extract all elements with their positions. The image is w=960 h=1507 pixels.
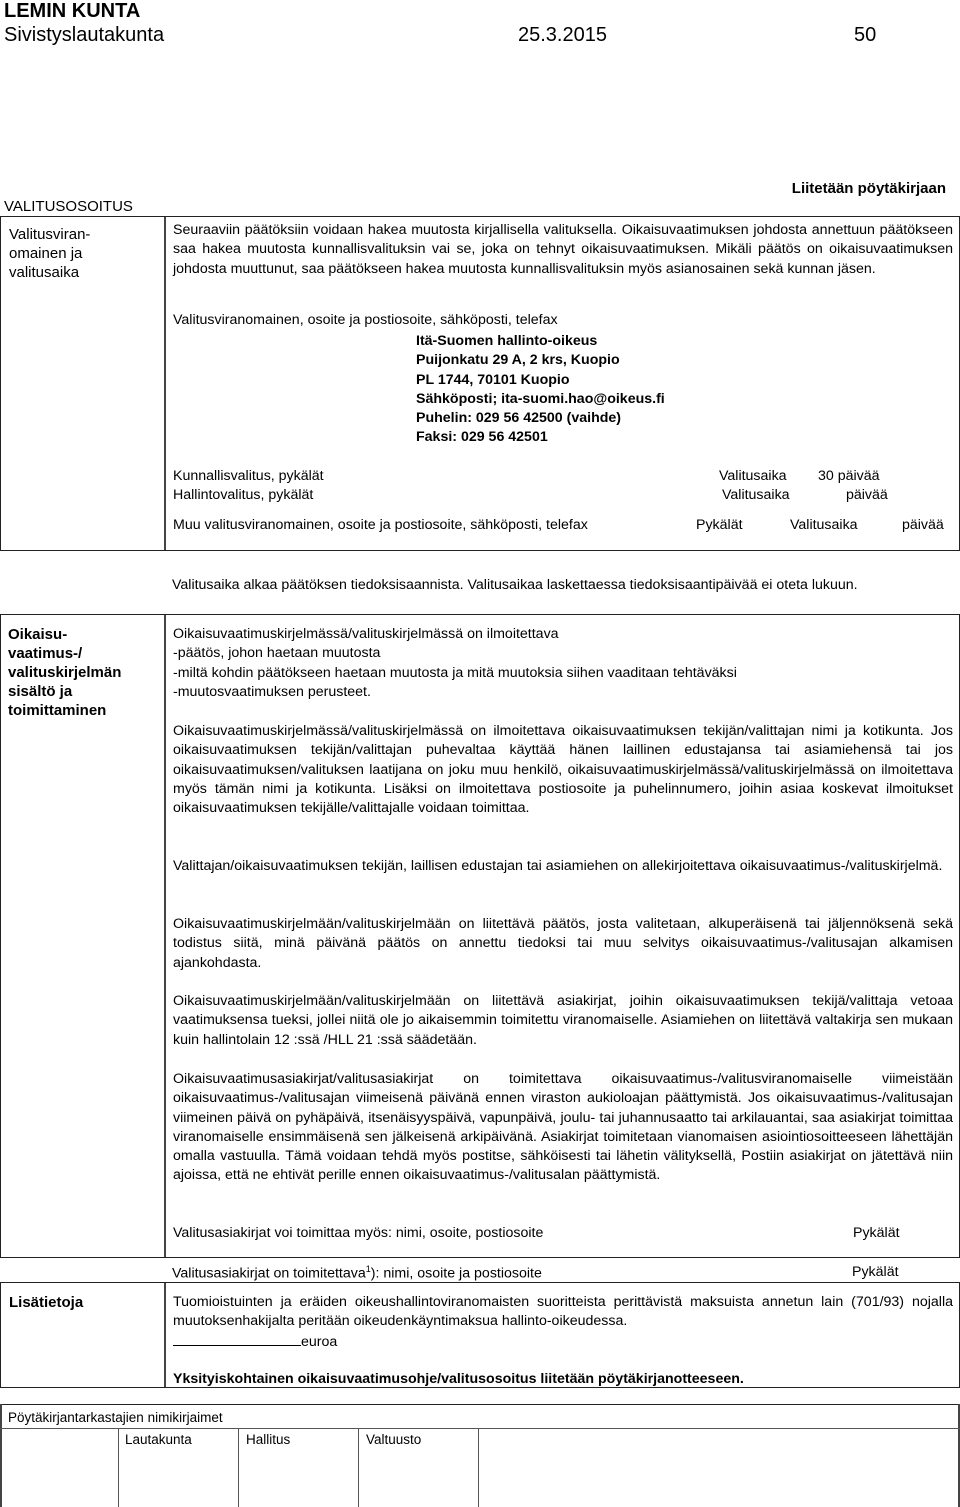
fee-amount bbox=[173, 1332, 337, 1350]
box-label: Lisätietoja bbox=[9, 1294, 84, 1311]
fee-blank bbox=[173, 1332, 301, 1346]
appeal-period-note: Valitusaika alkaa päätöksen tiedoksisaannista. Valitusaikaa laskettaessa tiedoksisaantipäivää ei oteta lukuun. bbox=[172, 577, 858, 593]
footnote-mark: 1 bbox=[365, 1264, 371, 1274]
board-name: Sivistyslautakunta bbox=[4, 24, 165, 46]
other-aika: Valitusaika bbox=[790, 517, 858, 533]
send-pykalat: Pykälät bbox=[853, 1225, 900, 1241]
euro-label: euroa bbox=[301, 1334, 338, 1350]
send-required bbox=[172, 1264, 542, 1282]
list-item: Oikaisuvaatimuskirjelmässä/valituskirjelmässä on ilmoitettava bbox=[173, 626, 559, 642]
paragraph: Oikaisuvaatimuskirjelmään/valituskirjelmään on liitettävä päätös, josta valitetaan, alkuperäisenä tai jäljennöksenä sekä todistus siitä, minä päivänä päätös on annettu tiedoksi tai muu selvitys oikaisuvaatimus-/valitusajan alkamisen ajankohdasta. bbox=[173, 916, 953, 971]
final-note: Yksityiskohtainen oikaisuvaatimusohje/valitusosoitus liitetään pöytäkirjanotteeseen. bbox=[173, 1371, 744, 1387]
row-label: Kunnallisvalitus, pykälät bbox=[173, 468, 324, 484]
address-line: Faksi: 029 56 42501 bbox=[416, 429, 548, 446]
address-line: PL 1744, 70101 Kuopio bbox=[416, 371, 570, 388]
paragraph: Oikaisuvaatimuskirjelmässä/valituskirjelmässä on ilmoitettava oikaisuvaatimuksen tekijän/valittajan nimi ja kotikunta. Jos oikaisuvaatimuksen tekijän/valittajan puhevaltaa käyttää hänen laillinen edustajansa tai asiamiehensä tai jos oikaisuvaatimuksen/valituksen laatijana on joku muu henkilö, oikaisuvaatimuskirjelmässä/valituskirjelmässä on ilmoitettava myös tämän nimi ja kotikunta. Lisäksi on ilmoitettava postiosoite ja puhelinnumero, joihin asiaa koskevat ilmoitukset oikaisuvaatimuksen tekijälle/valittajalle voidaan toimittaa. bbox=[173, 723, 953, 817]
required-contents bbox=[173, 625, 737, 702]
row-days: päivää bbox=[846, 487, 888, 503]
send-option: Valitusasiakirjat voi toimittaa myös: nimi, osoite, postiosoite bbox=[173, 1225, 544, 1241]
organization-name: LEMIN KUNTA bbox=[4, 0, 141, 22]
additional-info-box bbox=[0, 1282, 960, 1388]
footer-col: Valtuusto bbox=[366, 1432, 422, 1447]
address-line: Itä-Suomen hallinto-oikeus bbox=[416, 333, 598, 349]
other-days: päivää bbox=[902, 517, 944, 533]
address-line: Puijonkatu 29 A, 2 krs, Kuopio bbox=[416, 352, 620, 369]
attach-note: Liitetään pöytäkirjaan bbox=[791, 180, 946, 197]
send-required-a: Valitusasiakirjat on toimitettava bbox=[172, 1265, 366, 1282]
list-item: -miltä kohdin päätökseen haetaan muutosta ja mitä muutoksia siihen vaaditaan tehtäväksi bbox=[173, 664, 737, 681]
paragraph: Oikaisuvaatimusasiakirjat/valitusasiakirjat on toimitettava oikaisuvaatimus-/valitusviranomaiselle viimeistään oikaisuvaatimus-/valitusajan viimeisenä päivänä ennen viraston aukioloajan päättymistä. Jos oikaisuvaatimus-/valitusajan viimeinen päivä on pyhäpäivä, itsenäisyyspäivä, vapunpäivä, joulu- tai juhannusaatto tai arkilauantai, saa asiakirjat toimittaa viranomaiselle ensimmäisenä sen jälkeisenä arkipäivänä. Asiakirjat toimitetaan vianomaisen asiointiosoitteeseen lähettäjän omalla vastuulla. Tämä voidaan tehdä myös postitse, sähköisesti tai lähetin välityksellä, Postiin asiakirjat on jätettävä niin ajoissa, että ne ehtivät perille ennen oikaisuvaatimus-/valitusalan päättymistä. bbox=[173, 1071, 953, 1184]
row-aika: Valitusaika bbox=[719, 468, 787, 484]
authority-intro: Valitusviranomainen, osoite ja postiosoite, sähköposti, telefax bbox=[173, 312, 558, 328]
address-line: Sähköposti; ita-suomi.hao@oikeus.fi bbox=[416, 390, 665, 407]
row-aika: Valitusaika bbox=[722, 487, 790, 503]
list-item: -muutosvaatimuksen perusteet. bbox=[173, 683, 371, 700]
list-item: -päätös, johon haetaan muutosta bbox=[173, 645, 381, 662]
box-label: Oikaisu- vaatimus-/ valituskirjelmän sisältö ja toimittaminen bbox=[8, 626, 122, 719]
meeting-date: 25.3.2015 bbox=[518, 24, 607, 46]
other-authority-label: Muu valitusviranomainen, osoite ja postiosoite, sähköposti, telefax bbox=[173, 517, 588, 533]
fee-paragraph: Tuomioistuinten ja eräiden oikeushallintoviranomaisten suoritteista perittävistä maksuista annetun lain (701/93) nojalla muutoksenhakijalta peritään oikeudenkäyntimaksua hallinto-oikeudessa. bbox=[173, 1294, 953, 1330]
appeal-content-box bbox=[0, 614, 960, 1258]
footer-col: Hallitus bbox=[246, 1432, 291, 1447]
intro-paragraph: Seuraaviin päätöksiin voidaan hakea muutosta kirjallisella valituksella. Oikaisuvaatimuksen johdosta annettuun päätökseen saa hakea muutosta kunnallisvalituksin vai se, joka on tehnyt oikaisuvaatimuksen. Mikäli päätös on oikaisuvaatimuksen johdosta muuttunut, saa päätökseen hakea muutosta kunnallisvalituksin myös asianosainen sekä kunnan jäsen. bbox=[173, 222, 953, 277]
footer-col: Lautakunta bbox=[125, 1432, 192, 1447]
appeal-authority-box bbox=[0, 216, 960, 551]
send-required-b: ): nimi, osoite ja postiosoite bbox=[370, 1265, 542, 1282]
paragraph: Oikaisuvaatimuskirjelmään/valituskirjelmään on liitettävä asiakirjat, joihin oikaisuvaatimuksen tekijä/valittaja vetoaa vaatimuksensa tueksi, jollei niitä ole jo aikaisemmin toimitettu viranomaiselle. Asiamiehen on liitettävä valtakirja sen mukaan kuin hallintolain 12 :ssä /HLL 21 :ssä säädetään. bbox=[173, 993, 953, 1048]
authority-address bbox=[416, 332, 665, 448]
send-pykalat: Pykälät bbox=[852, 1264, 899, 1280]
row-days: 30 päivää bbox=[818, 468, 880, 484]
section-title: VALITUSOSOITUS bbox=[4, 198, 133, 215]
row-label: Hallintovalitus, pykälät bbox=[173, 487, 314, 503]
page-number: 50 bbox=[854, 24, 877, 46]
other-pykalat: Pykälät bbox=[696, 517, 743, 533]
address-line: Puhelin: 029 56 42500 (vaihde) bbox=[416, 410, 622, 427]
footer-title: Pöytäkirjantarkastajien nimikirjaimet bbox=[8, 1410, 223, 1425]
paragraph: Valittajan/oikaisuvaatimuksen tekijän, laillisen edustajan tai asiamiehen on allekirjoitettava oikaisuvaatimus-/valituskirjelmä. bbox=[173, 858, 943, 874]
box-label: Valitusviran- omainen ja valitusaika bbox=[9, 226, 91, 281]
signature-footer bbox=[0, 1404, 960, 1507]
